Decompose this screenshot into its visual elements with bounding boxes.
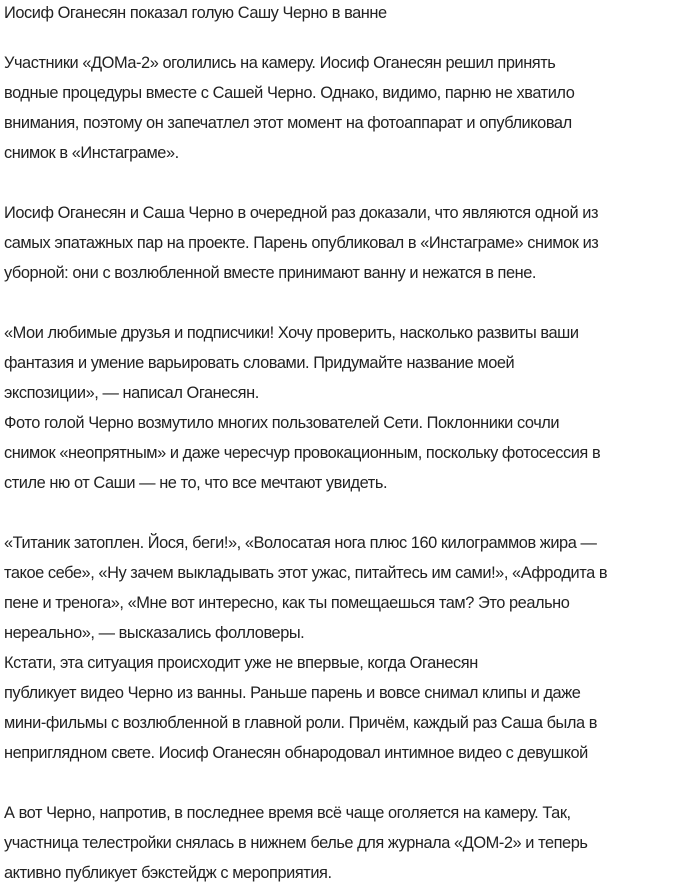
paragraph-2 [4, 198, 699, 288]
paragraph-line: уборной: они с возлюбленной вместе принимают ванну и нежатся в пене. [4, 264, 537, 282]
comment-quote-line: пене и тренога», «Мне вот интересно, как ты помещаешься там? Это реально [4, 594, 570, 612]
paragraph-line: внимания, поэтому он запечатлел этот момент на фотоаппарат и опубликовал [4, 114, 572, 132]
paragraph-line: А вот Черно, напротив, в последнее время всё чаще оголяется на камеру. Так, [4, 804, 571, 822]
paragraph-line: Кстати, эта ситуация происходит уже не впервые, когда Оганесян [4, 654, 478, 672]
paragraph-3-quote [4, 318, 699, 498]
quote-line: экспозиции», — написал Оганесян. [4, 384, 259, 402]
paragraph-line: стиле ню от Саши — не то, что все мечтают увидеть. [4, 474, 388, 492]
paragraph-line: снимок «неопрятным» и даже чересчур провокационным, поскольку фотосессия в [4, 444, 601, 462]
paragraph-line: снимок в «Инстаграме». [4, 144, 179, 162]
paragraph-spacer [4, 168, 699, 198]
paragraph-spacer [4, 498, 699, 528]
article [4, 0, 699, 888]
paragraph-line: публикует видео Черно из ванны. Раньше парень и вовсе снимал клипы и даже [4, 684, 581, 702]
paragraph-4-comments [4, 528, 699, 768]
comment-quote-line: нереально», — высказались фолловеры. [4, 624, 305, 642]
comment-quote-line: «Титаник затоплен. Йося, беги!», «Волосатая нога плюс 160 килограммов жира — [4, 534, 597, 552]
paragraph-line: водные процедуры вместе с Сашей Черно. Однако, видимо, парню не хватило [4, 84, 575, 102]
paragraph-line: мини-фильмы с возлюбленной в главной роли. Причём, каждый раз Саша была в [4, 714, 598, 732]
paragraph-spacer [4, 768, 699, 798]
paragraph-line: участница телестройки снялась в нижнем белье для журнала «ДОМ-2» и теперь [4, 834, 588, 852]
paragraph-line: неприглядном свете. Иосиф Оганесян обнародовал интимное видео с девушкой [4, 744, 588, 762]
comment-quote-line: такое себе», «Ну зачем выкладывать этот ужас, питайтесь им сами!», «Афродита в [4, 564, 608, 582]
paragraph-line: Иосиф Оганесян и Саша Черно в очередной раз доказали, что являются одной из [4, 204, 599, 222]
paragraph-5 [4, 798, 699, 888]
paragraph-line: Участники «ДОМа-2» оголились на камеру. Иосиф Оганесян решил принять [4, 54, 556, 72]
paragraph-line: Фото голой Черно возмутило многих пользователей Сети. Поклонники сочли [4, 414, 560, 432]
quote-line: «Мои любимые друзья и подписчики! Хочу проверить, насколько развиты ваши [4, 324, 579, 342]
article-title: Иосиф Оганесян показал голую Сашу Черно в ванне [4, 4, 387, 22]
quote-line: фантазия и умение варьировать словами. Придумайте название моей [4, 354, 515, 372]
paragraph-1 [4, 48, 699, 168]
paragraph-line: самых эпатажных пар на проекте. Парень опубликовал в «Инстаграме» снимок из [4, 234, 599, 252]
paragraph-spacer [4, 288, 699, 318]
paragraph-line: активно публикует бэкстейдж с мероприятия. [4, 864, 332, 882]
